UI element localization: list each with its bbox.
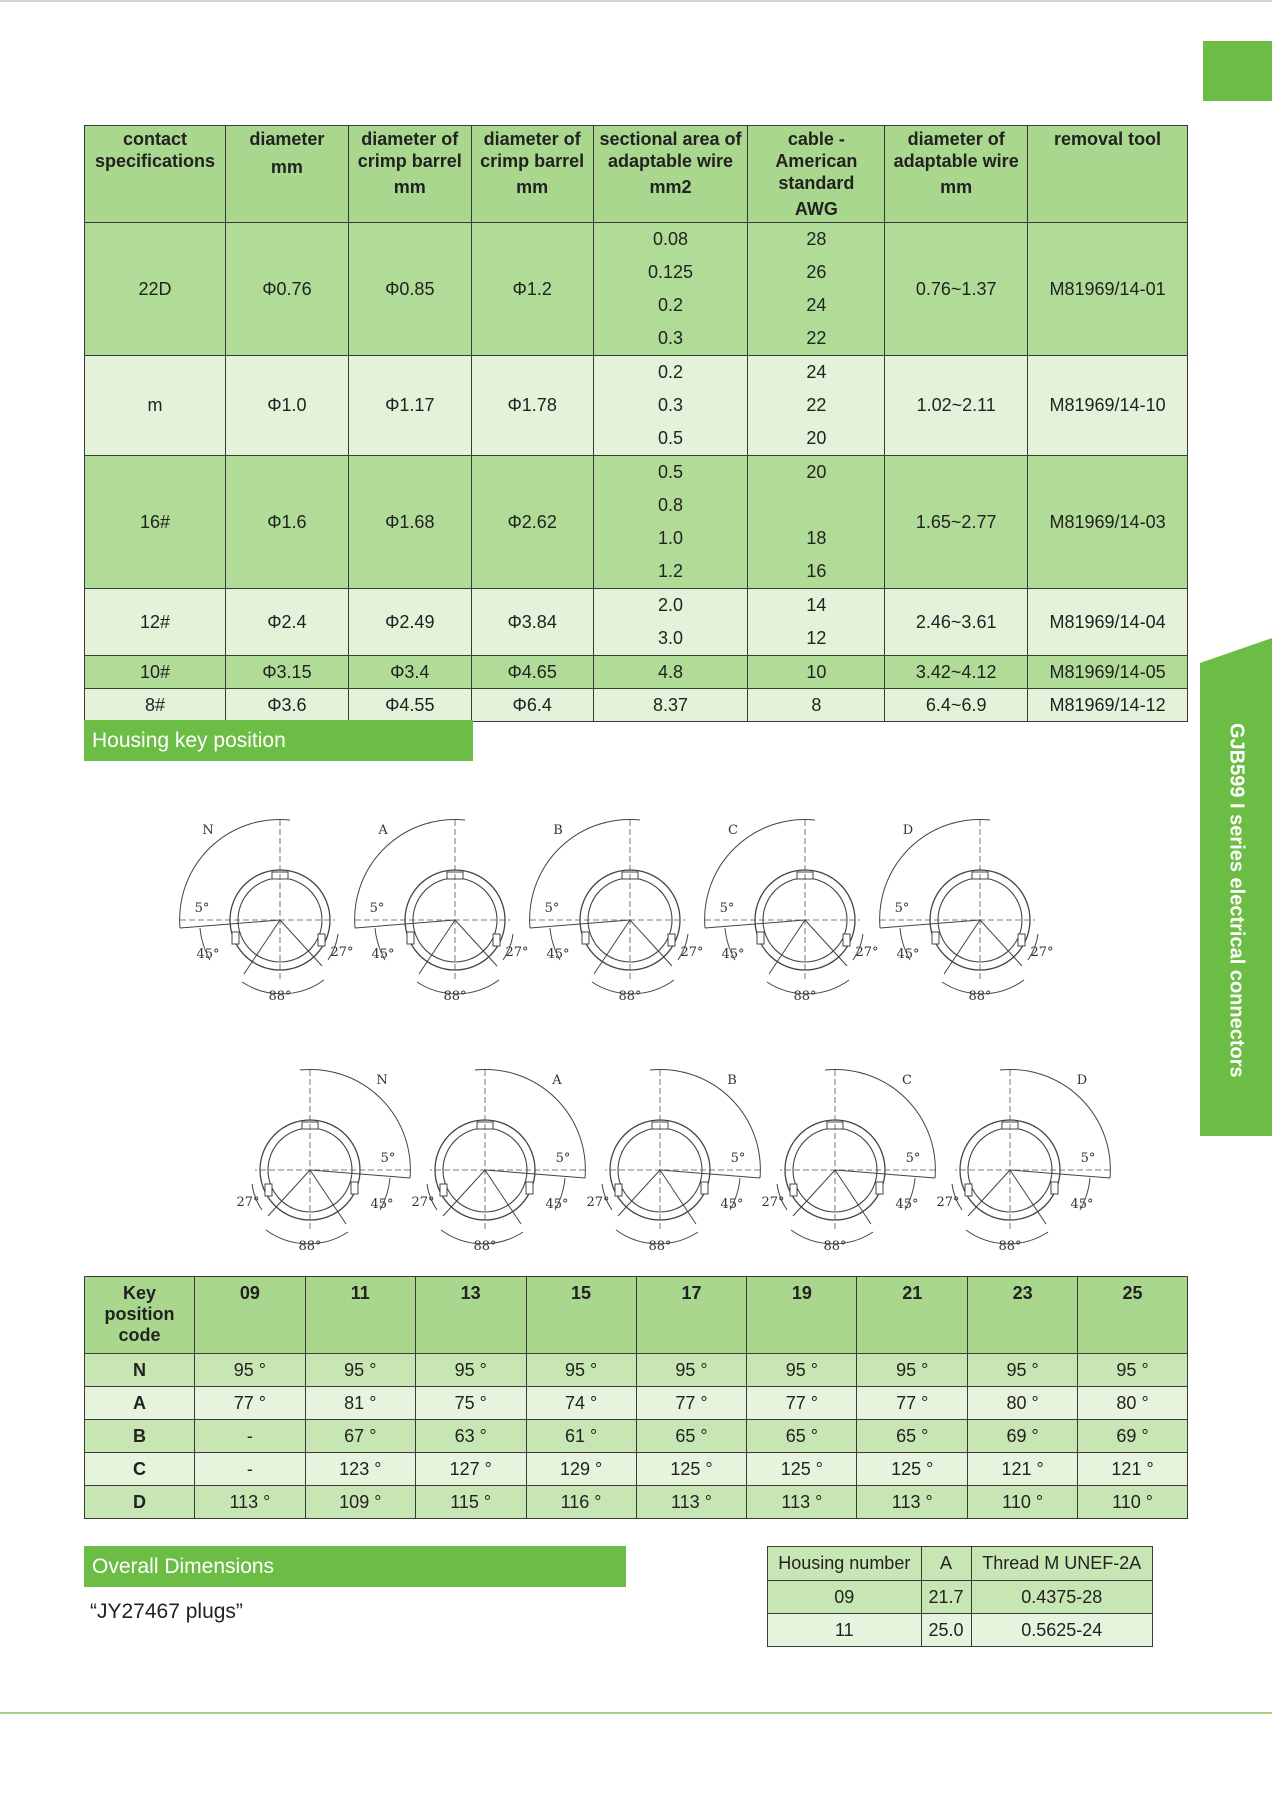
key-angle-cell: 65 °	[747, 1420, 857, 1453]
key-angle-cell: 110 °	[1078, 1486, 1188, 1519]
angle-label: 88°	[268, 989, 292, 1004]
angle-label: 88°	[298, 1239, 322, 1254]
angle-label: 5°	[1080, 1151, 1096, 1166]
diameter-cell: Φ0.76	[225, 223, 348, 356]
key-angle-cell: 77 °	[194, 1387, 305, 1420]
crimp1-cell: Φ3.4	[348, 656, 471, 689]
header-housing-number: Housing number	[768, 1547, 922, 1581]
key-angle-cell: 61 °	[526, 1420, 636, 1453]
angle-label: 5°	[380, 1151, 396, 1166]
connector-key-drawing	[705, 819, 879, 1004]
key-angle-cell: 95 °	[747, 1354, 857, 1387]
housing-dimensions-table	[767, 1546, 1153, 1647]
diameter-cell: Φ3.15	[225, 656, 348, 689]
area-cell: 4.8	[593, 656, 748, 689]
angle-label: 45°	[370, 1197, 394, 1212]
crimp2-cell: Φ3.84	[471, 589, 593, 656]
table-row	[85, 1420, 1188, 1453]
crimp2-cell: Φ1.2	[471, 223, 593, 356]
spec-cell: m	[85, 356, 226, 456]
tool-cell: M81969/14-04	[1028, 589, 1188, 656]
connector-key-drawing	[530, 819, 704, 1004]
key-letter-label: C	[902, 1073, 912, 1088]
table-row	[85, 356, 1188, 456]
housing-key-title: Housing key position	[84, 720, 473, 761]
key-angle-cell: 65 °	[636, 1420, 747, 1453]
awg-cell: 8	[748, 689, 885, 722]
key-code-cell: B	[85, 1420, 195, 1453]
header-size: 19	[747, 1277, 857, 1354]
table-row	[768, 1614, 1153, 1647]
angle-label: 88°	[968, 989, 992, 1004]
key-angle-cell: 110 °	[968, 1486, 1078, 1519]
key-angle-cell: 95 °	[526, 1354, 636, 1387]
area-value: 0.2	[657, 295, 684, 315]
side-tab-label: GJB599 I series electrical connectors	[1225, 722, 1248, 1078]
awg-value: 26	[806, 262, 827, 282]
key-letter-label: A	[378, 823, 388, 838]
area-cell	[593, 589, 748, 656]
key-letter-label: C	[728, 823, 738, 838]
spec-cell: 8#	[85, 689, 226, 722]
connector-key-drawing	[236, 1069, 410, 1254]
crimp1-cell: Φ4.55	[348, 689, 471, 722]
angle-label: 5°	[555, 1151, 571, 1166]
connector-key-drawing	[411, 1069, 585, 1254]
angle-label: 27°	[936, 1195, 960, 1210]
angle-label: 88°	[998, 1239, 1022, 1254]
a-cell: 25.0	[921, 1614, 971, 1647]
key-angle-cell: 69 °	[968, 1420, 1078, 1453]
key-angle-cell: 95 °	[636, 1354, 747, 1387]
header-crimp-barrel-2: diameter of crimp barrel mm	[471, 126, 593, 223]
connector-key-drawing	[761, 1069, 935, 1254]
area-cell	[593, 223, 748, 356]
table-row	[85, 1387, 1188, 1420]
area-value: 0.125	[647, 262, 694, 282]
angle-label: 27°	[586, 1195, 610, 1210]
angle-label: 45°	[721, 947, 745, 962]
angle-label: 45°	[371, 947, 395, 962]
key-angle-cell: 63 °	[415, 1420, 526, 1453]
key-angle-cell: 121 °	[968, 1453, 1078, 1486]
key-code-cell: N	[85, 1354, 195, 1387]
key-angle-cell: 75 °	[415, 1387, 526, 1420]
awg-value: 28	[806, 229, 827, 249]
angle-label: 27°	[505, 945, 529, 960]
key-angle-cell: 95 °	[194, 1354, 305, 1387]
thread-cell: 0.4375-28	[971, 1581, 1152, 1614]
area-value: 1.2	[657, 561, 684, 581]
header-size: 21	[857, 1277, 968, 1354]
key-angle-cell: 81 °	[305, 1387, 415, 1420]
key-angle-cell: 129 °	[526, 1453, 636, 1486]
awg-value	[748, 489, 884, 522]
angle-label: 45°	[546, 947, 570, 962]
key-drawings-row-1	[180, 800, 1100, 1015]
awg-cell	[748, 223, 885, 356]
awg-value: 22	[806, 328, 827, 348]
overall-dimensions-title: Overall Dimensions	[84, 1546, 626, 1587]
header-size: 09	[194, 1277, 305, 1354]
angle-label: 88°	[443, 989, 467, 1004]
key-angle-cell: 80 °	[968, 1387, 1078, 1420]
key-angle-cell: 115 °	[415, 1486, 526, 1519]
wire-dia-cell: 2.46~3.61	[885, 589, 1028, 656]
angle-label: 88°	[823, 1239, 847, 1254]
spec-cell: 12#	[85, 589, 226, 656]
key-code-cell: A	[85, 1387, 195, 1420]
side-tab-label-wrap	[1200, 665, 1272, 1135]
header-a: A	[921, 1547, 971, 1581]
angle-label: 88°	[648, 1239, 672, 1254]
diameter-cell: Φ1.6	[225, 456, 348, 589]
crimp1-cell: Φ1.17	[348, 356, 471, 456]
contact-spec-table	[84, 125, 1188, 722]
area-cell: 8.37	[593, 689, 748, 722]
connector-key-drawing	[936, 1069, 1110, 1254]
header-size: 11	[305, 1277, 415, 1354]
angle-label: 5°	[194, 901, 210, 916]
spec-cell: 10#	[85, 656, 226, 689]
key-letter-label: B	[553, 823, 563, 838]
angle-label: 5°	[369, 901, 385, 916]
key-letter-label: D	[902, 823, 914, 838]
header-thread: Thread M UNEF-2A	[971, 1547, 1152, 1581]
key-angle-cell: 80 °	[1078, 1387, 1188, 1420]
awg-cell: 10	[748, 656, 885, 689]
crimp2-cell: Φ2.62	[471, 456, 593, 589]
wire-dia-cell: 6.4~6.9	[885, 689, 1028, 722]
key-letter-label: B	[727, 1073, 737, 1088]
header-diameter: diameter mm	[225, 126, 348, 223]
angle-label: 45°	[896, 947, 920, 962]
angle-label: 27°	[680, 945, 704, 960]
crimp2-cell: Φ4.65	[471, 656, 593, 689]
key-angle-cell: 77 °	[747, 1387, 857, 1420]
awg-value: 20	[806, 462, 827, 482]
header-size: 15	[526, 1277, 636, 1354]
angle-label: 45°	[545, 1197, 569, 1212]
table-row	[85, 1354, 1188, 1387]
connector-key-drawing	[586, 1069, 760, 1254]
connector-key-drawing	[180, 819, 354, 1004]
key-angle-cell: -	[194, 1420, 305, 1453]
angle-label: 5°	[730, 1151, 746, 1166]
tool-cell: M81969/14-05	[1028, 656, 1188, 689]
thread-cell: 0.5625-24	[971, 1614, 1152, 1647]
diameter-cell: Φ1.0	[225, 356, 348, 456]
awg-value: 24	[806, 362, 827, 382]
header-crimp-barrel-1: diameter of crimp barrel mm	[348, 126, 471, 223]
key-letter-label: N	[202, 823, 214, 838]
angle-label: 27°	[1030, 945, 1054, 960]
a-cell: 21.7	[921, 1581, 971, 1614]
awg-cell	[748, 589, 885, 656]
angle-label: 88°	[793, 989, 817, 1004]
key-angle-cell: 95 °	[857, 1354, 968, 1387]
key-angle-cell: 95 °	[968, 1354, 1078, 1387]
tool-cell: M81969/14-01	[1028, 223, 1188, 356]
key-angle-cell: 127 °	[415, 1453, 526, 1486]
connector-key-drawing	[355, 819, 529, 1004]
key-position-table	[84, 1276, 1188, 1519]
key-angle-cell: 95 °	[415, 1354, 526, 1387]
housing-number-cell: 09	[768, 1581, 922, 1614]
key-code-cell: C	[85, 1453, 195, 1486]
table-row	[85, 1453, 1188, 1486]
wire-dia-cell: 1.65~2.77	[885, 456, 1028, 589]
diameter-cell: Φ2.4	[225, 589, 348, 656]
key-drawings-row-2	[210, 1050, 1130, 1265]
key-angle-cell: -	[194, 1453, 305, 1486]
area-value: 0.08	[652, 229, 689, 249]
area-value: 0.5	[657, 462, 684, 482]
header-key-position-code: Key position code	[85, 1277, 195, 1354]
awg-cell	[748, 356, 885, 456]
awg-value: 14	[806, 595, 827, 615]
awg-value: 16	[806, 561, 827, 581]
table-row	[85, 656, 1188, 689]
key-angle-cell: 109 °	[305, 1486, 415, 1519]
area-value: 0.2	[657, 362, 684, 382]
table-row	[768, 1581, 1153, 1614]
awg-value: 20	[806, 428, 827, 448]
area-value: 0.8	[657, 495, 684, 515]
crimp1-cell: Φ1.68	[348, 456, 471, 589]
table-row	[85, 223, 1188, 356]
wire-dia-cell: 3.42~4.12	[885, 656, 1028, 689]
key-angle-cell: 113 °	[747, 1486, 857, 1519]
angle-label: 27°	[761, 1195, 785, 1210]
key-angle-cell: 113 °	[857, 1486, 968, 1519]
key-angle-cell: 121 °	[1078, 1453, 1188, 1486]
angle-label: 45°	[196, 947, 220, 962]
angle-label: 27°	[236, 1195, 260, 1210]
key-angle-cell: 95 °	[1078, 1354, 1188, 1387]
header-sectional-area: sectional area of adaptable wire mm2	[593, 126, 748, 223]
crimp2-cell: Φ6.4	[471, 689, 593, 722]
angle-label: 88°	[473, 1239, 497, 1254]
angle-label: 27°	[411, 1195, 435, 1210]
tool-cell: M81969/14-03	[1028, 456, 1188, 589]
angle-label: 5°	[544, 901, 560, 916]
angle-label: 5°	[894, 901, 910, 916]
header-size: 23	[968, 1277, 1078, 1354]
table-row	[85, 456, 1188, 589]
key-angle-cell: 69 °	[1078, 1420, 1188, 1453]
spec-cell: 22D	[85, 223, 226, 356]
awg-value: 24	[806, 295, 827, 315]
awg-value: 22	[806, 395, 827, 415]
plug-caption: “JY27467 plugs”	[90, 1600, 243, 1623]
key-angle-cell: 95 °	[305, 1354, 415, 1387]
table-row	[85, 1486, 1188, 1519]
key-angle-cell: 125 °	[747, 1453, 857, 1486]
tool-cell: M81969/14-12	[1028, 689, 1188, 722]
angle-label: 88°	[618, 989, 642, 1004]
key-letter-label: N	[376, 1073, 388, 1088]
area-cell	[593, 356, 748, 456]
crimp1-cell: Φ2.49	[348, 589, 471, 656]
wire-dia-cell: 0.76~1.37	[885, 223, 1028, 356]
angle-label: 45°	[895, 1197, 919, 1212]
connector-key-drawing	[880, 819, 1054, 1004]
area-value: 0.3	[657, 395, 684, 415]
angle-label: 45°	[1070, 1197, 1094, 1212]
awg-cell	[748, 456, 885, 589]
key-angle-cell: 67 °	[305, 1420, 415, 1453]
header-size: 17	[636, 1277, 747, 1354]
wire-dia-cell: 1.02~2.11	[885, 356, 1028, 456]
top-rule	[0, 0, 1272, 2]
corner-tab	[1203, 41, 1272, 101]
area-value: 1.0	[657, 528, 684, 548]
key-angle-cell: 123 °	[305, 1453, 415, 1486]
awg-value: 12	[806, 628, 827, 648]
diameter-cell: Φ3.6	[225, 689, 348, 722]
table-row	[85, 689, 1188, 722]
crimp2-cell: Φ1.78	[471, 356, 593, 456]
area-value: 0.3	[657, 328, 684, 348]
header-size: 13	[415, 1277, 526, 1354]
housing-number-cell: 11	[768, 1614, 922, 1647]
header-size: 25	[1078, 1277, 1188, 1354]
key-angle-cell: 74 °	[526, 1387, 636, 1420]
bottom-rule	[0, 1712, 1272, 1714]
key-angle-cell: 65 °	[857, 1420, 968, 1453]
area-cell	[593, 456, 748, 589]
awg-value: 18	[806, 528, 827, 548]
key-angle-cell: 113 °	[636, 1486, 747, 1519]
table-row	[85, 589, 1188, 656]
key-angle-cell: 125 °	[636, 1453, 747, 1486]
angle-label: 27°	[330, 945, 354, 960]
header-removal-tool: removal tool	[1028, 126, 1188, 223]
area-value: 3.0	[657, 628, 684, 648]
area-value: 0.5	[657, 428, 684, 448]
tool-cell: M81969/14-10	[1028, 356, 1188, 456]
spec-cell: 16#	[85, 456, 226, 589]
angle-label: 5°	[905, 1151, 921, 1166]
angle-label: 27°	[855, 945, 879, 960]
area-value: 2.0	[657, 595, 684, 615]
key-angle-cell: 77 °	[857, 1387, 968, 1420]
header-wire-diameter: diameter of adaptable wire mm	[885, 126, 1028, 223]
key-code-cell: D	[85, 1486, 195, 1519]
key-angle-cell: 77 °	[636, 1387, 747, 1420]
key-angle-cell: 116 °	[526, 1486, 636, 1519]
key-letter-label: A	[552, 1073, 562, 1088]
angle-label: 5°	[719, 901, 735, 916]
key-angle-cell: 113 °	[194, 1486, 305, 1519]
header-awg: cable - American standard AWG	[748, 126, 885, 223]
header-contact-spec: contact specifications	[85, 126, 226, 223]
key-letter-label: D	[1076, 1073, 1088, 1088]
crimp1-cell: Φ0.85	[348, 223, 471, 356]
angle-label: 45°	[720, 1197, 744, 1212]
key-angle-cell: 125 °	[857, 1453, 968, 1486]
